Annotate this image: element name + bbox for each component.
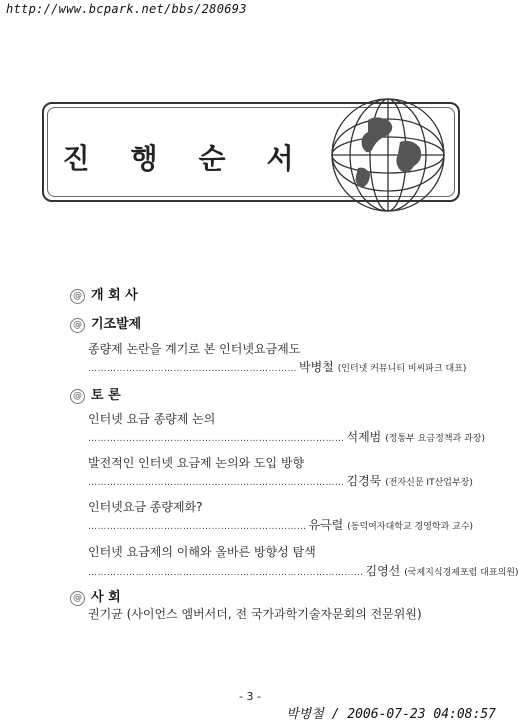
presenter-affiliation: (동덕여자대학교 경영학과 교수): [347, 522, 474, 532]
page-number: - 3 -: [239, 690, 261, 703]
discussion-title: 발전적인 인터넷 요금제 논의와 도입 방향: [88, 456, 305, 470]
discussion-presenter: [88, 472, 473, 489]
title-char: 순: [198, 142, 226, 175]
section-moderator: [70, 586, 121, 606]
presenter-name: 김경묵: [346, 474, 382, 488]
presenter-name: 김영선: [365, 564, 401, 578]
keynote-presenter: [88, 358, 467, 375]
presenter-name: 박병철: [299, 360, 334, 374]
page-title: [44, 137, 314, 177]
title-char: 서: [266, 142, 294, 175]
section-opening: [70, 284, 138, 304]
section-label: 개 회 사: [91, 288, 138, 303]
discussion-title: 인터넷 요금제의 이해와 올바른 방향성 탐색: [88, 545, 316, 559]
section-label: 기조발제: [91, 317, 142, 332]
leader-dots: …………………………………………………………: [88, 364, 297, 374]
presenter-name: 석제범: [346, 430, 382, 444]
leader-dots: ………………………………………………………………………: [88, 478, 345, 488]
title-char: 진: [62, 142, 90, 175]
discussion-title: 인터넷요금 종량제화?: [88, 500, 203, 514]
presenter-affiliation: (인터넷 커뮤니티 비씨파크 대표): [337, 364, 467, 374]
leader-dots: ………………………………………………………………………: [88, 434, 345, 444]
bullet-icon: @: [70, 318, 85, 333]
presenter-affiliation: (전자신문 IT산업부장): [385, 478, 473, 488]
section-label: 사 회: [91, 590, 121, 605]
section-discussion: [70, 384, 121, 404]
discussion-title: 인터넷 요금 종량제 논의: [88, 412, 216, 426]
bullet-icon: @: [70, 289, 85, 304]
presenter-name: 유극렬: [308, 518, 344, 532]
leader-dots: ……………………………………………………………………………: [88, 568, 364, 578]
discussion-presenter: [88, 516, 474, 533]
upload-stamp: 박병철 / 2006-07-23 04:08:57: [286, 707, 496, 722]
moderator-text: 권기균 (사이언스 엠버서더, 전 국가과학기술자문회의 전문위원): [88, 607, 422, 621]
source-url: http://www.bcpark.net/bbs/280693: [6, 2, 247, 16]
leader-dots: ……………………………………………………………: [88, 522, 307, 532]
presenter-affiliation: (국제지식경제포럼 대표의원): [404, 568, 519, 578]
keynote-title: 종량제 논란을 계기로 본 인터넷요금제도: [88, 342, 301, 356]
title-banner: [42, 102, 460, 202]
discussion-presenter: [88, 562, 519, 579]
bullet-icon: @: [70, 389, 85, 404]
bullet-icon: @: [70, 591, 85, 606]
presenter-affiliation: (정통부 요금정책과 과장): [385, 434, 485, 444]
title-char: 행: [130, 142, 158, 175]
section-label: 토 론: [91, 388, 121, 403]
discussion-presenter: [88, 428, 485, 445]
globe-icon: [308, 90, 468, 220]
section-keynote: [70, 313, 141, 333]
